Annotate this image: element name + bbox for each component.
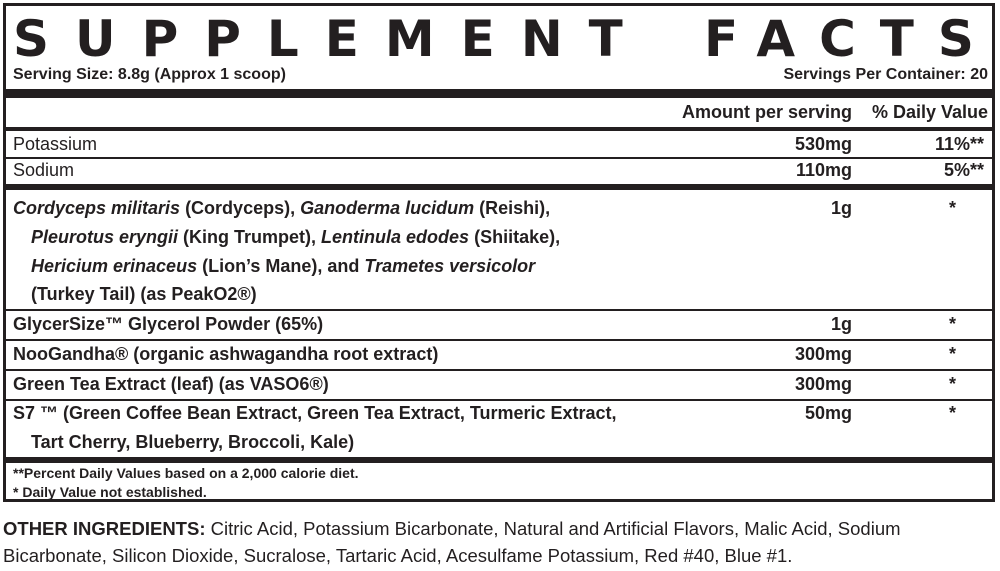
- daily-value-header: % Daily Value: [871, 102, 988, 122]
- blend-line-3: [31, 256, 535, 277]
- nutrient-dv-sodium: 5%**: [943, 160, 984, 180]
- ingredient-dv-green-tea: *: [948, 374, 956, 394]
- nutrient-amount-potassium: 530mg: [794, 134, 852, 154]
- blend-common-name: (Reishi),: [474, 198, 551, 218]
- ingredient-amount-glycersize: 1g: [830, 314, 852, 334]
- thin-divider: [6, 157, 992, 159]
- thin-divider: [6, 369, 992, 371]
- nutrient-name-potassium: Potassium: [13, 134, 98, 154]
- footnote-percent-daily-values: **Percent Daily Values based on a 2,000 calorie diet.: [13, 465, 359, 481]
- supplement-facts-panel: [3, 3, 998, 502]
- amount-per-serving-header: Amount per serving: [681, 102, 852, 122]
- other-ingredients-list: Citric Acid, Potassium Bicarbonate, Natural and Artificial Flavors, Malic Acid, Sodium Bicarbonate, Silicon Dioxide, Sucralose, Tartaric Acid, Acesulfame Potassium, Red #40, Blue #1.: [3, 518, 901, 566]
- blend-common-name: (Cordyceps),: [180, 198, 301, 218]
- blend-common-name: (King Trumpet),: [178, 227, 322, 247]
- thick-divider: [6, 457, 992, 463]
- thin-divider: [6, 399, 992, 401]
- panel-title-right: FACTS: [704, 10, 998, 68]
- blend-species: Hericium erinaceus: [31, 256, 198, 276]
- footnote-daily-value-not-established: * Daily Value not established.: [13, 484, 207, 500]
- nutrient-amount-sodium: 110mg: [795, 160, 852, 180]
- serving-size: Serving Size: 8.8g (Approx 1 scoop): [13, 66, 286, 83]
- panel-title-left: SUPPLEMENT: [13, 10, 649, 68]
- servings-per-container: Servings Per Container: 20: [783, 66, 988, 83]
- blend-common-name: (Shiitake),: [469, 227, 561, 247]
- blend-line-2: [31, 227, 560, 248]
- blend-line-4: (Turkey Tail) (as PeakO2®): [31, 284, 257, 304]
- ingredient-name-glycersize: GlycerSize™ Glycerol Powder (65%): [13, 314, 324, 334]
- other-ingredients-label: OTHER INGREDIENTS:: [3, 518, 206, 539]
- blend-species: Pleurotus eryngii: [31, 227, 179, 247]
- thick-divider: [6, 89, 992, 98]
- ingredient-amount-s7: 50mg: [804, 403, 852, 423]
- ingredient-name-s7-continued: Tart Cherry, Blueberry, Broccoli, Kale): [31, 432, 355, 452]
- blend-species: Trametes versicolor: [364, 256, 536, 276]
- divider: [6, 127, 992, 131]
- blend-dv: *: [948, 198, 956, 218]
- ingredient-name-green-tea: Green Tea Extract (leaf) (as VASO6®): [13, 374, 329, 394]
- blend-species: Cordyceps militaris: [13, 198, 181, 218]
- other-ingredients: [3, 515, 993, 569]
- blend-species: Ganoderma lucidum: [300, 198, 475, 218]
- thin-divider: [6, 339, 992, 341]
- ingredient-amount-noogandha: 300mg: [794, 344, 852, 364]
- ingredient-amount-green-tea: 300mg: [794, 374, 852, 394]
- blend-line-1: [13, 198, 550, 219]
- thin-divider: [6, 309, 992, 311]
- blend-amount: 1g: [830, 198, 852, 218]
- ingredient-dv-s7: *: [948, 403, 956, 423]
- thick-divider: [6, 184, 992, 190]
- nutrient-dv-potassium: 11%**: [934, 134, 984, 154]
- ingredient-name-s7: S7 ™ (Green Coffee Bean Extract, Green Tea Extract, Turmeric Extract,: [13, 403, 617, 423]
- blend-common-name: (Lion’s Mane), and: [197, 256, 365, 276]
- ingredient-dv-noogandha: *: [948, 344, 956, 364]
- ingredient-dv-glycersize: *: [948, 314, 956, 334]
- ingredient-name-noogandha: NooGandha® (organic ashwagandha root extract): [13, 344, 439, 364]
- nutrient-name-sodium: Sodium: [13, 160, 75, 180]
- blend-species: Lentinula edodes: [321, 227, 470, 247]
